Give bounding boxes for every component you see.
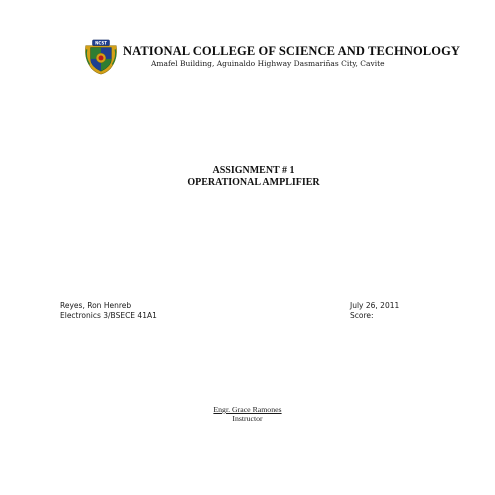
assignment-title: ASSIGNMENT # 1	[212, 165, 295, 176]
logo-text: NCST	[95, 40, 107, 46]
instructor-name: Engr. Grace Ramones	[213, 405, 282, 414]
score-label: Score:	[350, 311, 374, 320]
assignment-subject: OPERATIONAL AMPLIFIER	[187, 177, 320, 188]
student-course: Electronics 3/BSECE 41A1	[60, 311, 157, 320]
student-name: Reyes, Ron Henreb	[60, 301, 132, 310]
school-address: Amafel Building, Aguinaldo Highway Dasmariñas City, Cavite	[151, 59, 385, 68]
school-logo	[82, 38, 120, 76]
instructor-role: Instructor	[232, 414, 263, 423]
school-name: NATIONAL COLLEGE OF SCIENCE AND TECHNOLOGY	[123, 44, 461, 58]
submission-date: July 26, 2011	[350, 301, 400, 310]
